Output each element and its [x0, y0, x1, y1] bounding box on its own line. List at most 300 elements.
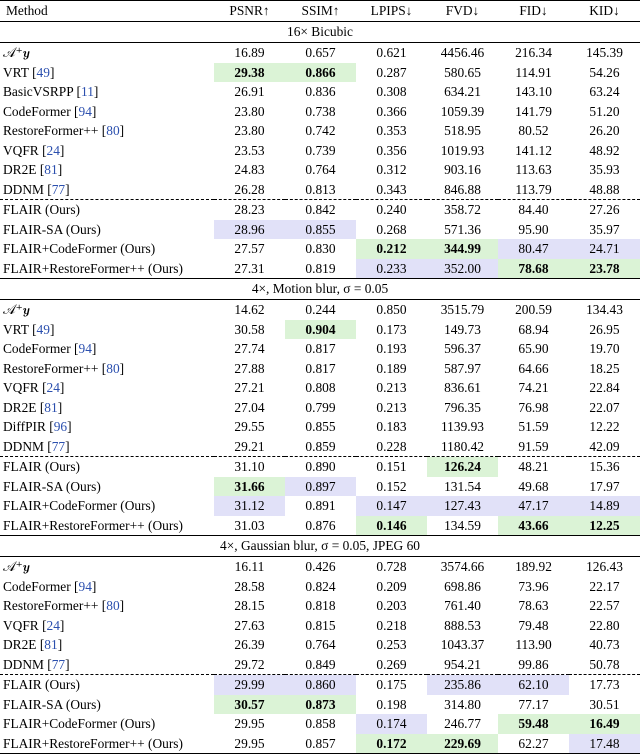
value-cell: 17.48	[569, 734, 640, 754]
value-cell: 24.83	[234, 162, 265, 177]
value-cell: 145.39	[586, 45, 623, 60]
value-cell: 35.93	[589, 162, 620, 177]
table-row	[0, 239, 640, 259]
value-cell: 23.80	[234, 103, 265, 119]
value-cell: 344.99	[427, 239, 498, 259]
value-cell: 29.55	[234, 419, 265, 434]
value-cell: 0.268	[376, 221, 407, 237]
table-row	[0, 437, 640, 457]
citation-link[interactable]: 80	[106, 598, 120, 613]
citation-link[interactable]: 81	[44, 162, 58, 177]
method-cell	[0, 635, 214, 655]
method-name: FLAIR-SA (Ours)	[3, 221, 101, 237]
citation-bracket: ]	[57, 399, 63, 415]
value-cell: 0.189	[376, 360, 407, 376]
value-cell: 12.25	[569, 516, 640, 536]
method-name: VRT [	[3, 64, 37, 80]
method-cell	[0, 557, 214, 577]
header-row	[0, 1, 640, 22]
citation-link[interactable]: 94	[78, 341, 92, 356]
value-cell: 189.92	[515, 559, 552, 574]
value-cell: 12.22	[589, 419, 620, 434]
table-row	[0, 675, 640, 695]
value-cell: 0.209	[376, 578, 407, 594]
value-cell: 0.855	[305, 419, 336, 434]
method-name: FLAIR-SA (Ours)	[3, 478, 101, 494]
citation-link[interactable]: 24	[46, 380, 60, 395]
value-cell: 134.59	[444, 517, 481, 533]
value-cell: 84.40	[498, 200, 569, 220]
method-cell	[0, 695, 214, 715]
value-cell: 47.17	[498, 496, 569, 516]
method-name: DR2E [	[3, 637, 45, 652]
value-cell: 48.92	[589, 142, 620, 158]
value-cell: 22.84	[589, 380, 620, 395]
citation-bracket: ]	[49, 321, 55, 337]
table-row	[0, 63, 640, 83]
value-cell: 30.58	[234, 321, 265, 337]
citation-link[interactable]: 81	[44, 637, 58, 652]
value-cell: 14.89	[569, 496, 640, 516]
value-cell: 43.66	[498, 516, 569, 536]
method-name: 𝒜⁺𝒚	[3, 45, 30, 60]
citation-link[interactable]: 80	[106, 123, 120, 138]
value-cell: 903.16	[444, 162, 481, 177]
value-cell: 73.96	[518, 578, 549, 594]
value-cell: 27.21	[234, 380, 265, 395]
method-name: FLAIR (Ours)	[3, 677, 80, 692]
method-name: FLAIR+CodeFormer (Ours)	[3, 241, 156, 256]
value-cell: 0.764	[305, 162, 336, 177]
citation-bracket: ]	[57, 162, 63, 177]
citation-bracket: ]	[91, 103, 97, 119]
value-cell: 0.857	[285, 734, 356, 754]
table-row	[0, 496, 640, 516]
value-cell: 0.172	[356, 734, 427, 754]
method-cell	[0, 239, 214, 259]
header-lpips: LPIPS↓	[356, 1, 427, 22]
method-name: FLAIR+RestoreFormer++ (Ours)	[3, 735, 183, 751]
value-cell: 62.27	[498, 734, 569, 754]
method-name: RestoreFormer++ [	[3, 598, 107, 613]
value-cell: 51.59	[518, 419, 549, 434]
value-cell: 99.86	[518, 656, 549, 672]
value-cell: 80.52	[518, 123, 549, 138]
value-cell: 48.88	[589, 181, 620, 197]
value-cell: 0.858	[305, 716, 336, 731]
value-cell: 0.312	[376, 162, 407, 177]
value-cell: 26.95	[589, 321, 620, 337]
value-cell: 16.49	[569, 714, 640, 734]
citation-link[interactable]: 96	[53, 419, 68, 434]
value-cell: 0.836	[305, 84, 336, 99]
table-row	[0, 477, 640, 497]
value-cell: 0.764	[305, 637, 336, 652]
value-cell: 0.175	[356, 675, 427, 695]
value-cell: 0.728	[376, 559, 407, 574]
value-cell: 0.817	[305, 360, 336, 376]
value-cell: 0.855	[285, 220, 356, 240]
method-cell	[0, 259, 214, 279]
value-cell: 141.12	[515, 142, 552, 158]
value-cell: 0.174	[356, 714, 427, 734]
value-cell: 0.621	[376, 45, 407, 60]
value-cell: 0.849	[305, 656, 336, 672]
value-cell: 35.97	[589, 221, 620, 237]
value-cell: 16.11	[234, 559, 265, 574]
value-cell: 0.213	[376, 399, 407, 415]
value-cell: 15.36	[569, 457, 640, 477]
method-name: DR2E [	[3, 399, 45, 415]
table-row	[0, 378, 640, 398]
value-cell: 26.28	[234, 181, 265, 197]
value-cell: 1043.37	[440, 637, 485, 652]
method-cell	[0, 220, 214, 240]
value-cell: 0.308	[376, 84, 407, 99]
value-cell: 134.43	[586, 302, 623, 317]
method-cell	[0, 102, 214, 122]
section-title: 16× Bicubic	[0, 22, 640, 43]
method-cell	[0, 43, 214, 63]
table-row	[0, 320, 640, 340]
header-fid: FID↓	[498, 1, 569, 22]
method-name: VRT [	[3, 321, 37, 337]
header-fvd: FVD↓	[427, 1, 498, 22]
method-cell	[0, 82, 214, 102]
value-cell: 0.343	[376, 181, 407, 197]
value-cell: 30.57	[214, 695, 285, 715]
value-cell: 0.860	[285, 675, 356, 695]
value-cell: 0.739	[305, 142, 336, 158]
value-cell: 836.61	[444, 380, 481, 395]
value-cell: 3515.79	[440, 302, 485, 317]
value-cell: 0.287	[376, 64, 407, 80]
value-cell: 78.68	[498, 259, 569, 279]
citation-link[interactable]: 24	[46, 617, 60, 633]
value-cell: 14.62	[234, 302, 265, 317]
value-cell: 113.63	[515, 162, 552, 177]
table-row	[0, 300, 640, 320]
value-cell: 0.213	[376, 380, 407, 395]
value-cell: 17.97	[589, 478, 620, 494]
table-row	[0, 160, 640, 180]
value-cell: 126.24	[427, 457, 498, 477]
value-cell: 31.03	[234, 517, 265, 533]
citation-link[interactable]: 94	[78, 578, 92, 594]
citation-bracket: ]	[119, 598, 125, 613]
section-title: 4×, Motion blur, σ = 0.05	[0, 279, 640, 300]
table-row	[0, 359, 640, 379]
value-cell: 0.742	[305, 123, 336, 138]
table-row	[0, 734, 640, 754]
value-cell: 28.58	[234, 578, 265, 594]
method-cell	[0, 714, 214, 734]
value-cell: 22.17	[589, 578, 620, 594]
value-cell: 18.25	[589, 360, 620, 376]
value-cell: 3574.66	[440, 559, 485, 574]
value-cell: 1139.93	[440, 419, 485, 434]
value-cell: 0.891	[305, 498, 336, 513]
table-row	[0, 141, 640, 161]
value-cell: 4456.46	[440, 45, 485, 60]
value-cell: 28.96	[214, 220, 285, 240]
value-cell: 141.79	[515, 103, 552, 119]
value-cell: 229.69	[427, 734, 498, 754]
citation-link[interactable]: 11	[81, 84, 94, 99]
method-name: FLAIR (Ours)	[3, 202, 80, 217]
citation-link[interactable]: 49	[36, 321, 50, 337]
citation-bracket: ]	[67, 419, 72, 434]
value-cell: 846.88	[444, 181, 481, 197]
value-cell: 27.57	[234, 241, 265, 256]
value-cell: 143.10	[515, 84, 552, 99]
citation-bracket: ]	[65, 181, 70, 197]
value-cell: 0.873	[285, 695, 356, 715]
method-cell	[0, 577, 214, 597]
method-name: RestoreFormer++ [	[3, 360, 107, 376]
value-cell: 0.850	[376, 302, 407, 317]
value-cell: 131.54	[444, 478, 481, 494]
value-cell: 0.198	[376, 696, 407, 712]
method-name: FLAIR+CodeFormer (Ours)	[3, 498, 156, 513]
table-row	[0, 220, 640, 240]
value-cell: 0.866	[285, 63, 356, 83]
method-cell	[0, 141, 214, 161]
header-ssim: SSIM↑	[285, 1, 356, 22]
value-cell: 27.63	[234, 617, 265, 633]
value-cell: 79.48	[518, 617, 549, 633]
citation-bracket: ]	[119, 123, 125, 138]
value-cell: 29.95	[234, 716, 265, 731]
value-cell: 29.21	[234, 438, 265, 454]
citation-link[interactable]: 24	[46, 142, 60, 158]
value-cell: 29.95	[214, 734, 285, 754]
value-cell: 24.71	[569, 239, 640, 259]
value-cell: 19.70	[589, 341, 620, 356]
citation-link[interactable]: 49	[36, 64, 50, 80]
value-cell: 352.00	[427, 259, 498, 279]
method-cell	[0, 63, 214, 83]
value-cell: 31.66	[214, 477, 285, 497]
method-name: DDNM [	[3, 181, 52, 197]
method-cell	[0, 417, 214, 437]
value-cell: 27.04	[234, 399, 265, 415]
value-cell: 0.173	[376, 321, 407, 337]
citation-link[interactable]: 94	[78, 103, 92, 119]
method-name: DDNM [	[3, 438, 52, 454]
value-cell: 1059.39	[440, 103, 485, 119]
value-cell: 59.48	[498, 714, 569, 734]
value-cell: 22.57	[589, 598, 620, 613]
value-cell: 0.147	[356, 496, 427, 516]
method-name: FLAIR+RestoreFormer++ (Ours)	[3, 260, 183, 276]
table-row	[0, 102, 640, 122]
value-cell: 63.24	[589, 84, 620, 99]
method-cell	[0, 300, 214, 320]
value-cell: 95.90	[518, 221, 549, 237]
method-cell	[0, 200, 214, 220]
citation-bracket: ]	[59, 142, 65, 158]
value-cell: 518.95	[444, 123, 481, 138]
method-name: CodeFormer [	[3, 341, 79, 356]
table-row	[0, 43, 640, 63]
value-cell: 200.59	[515, 302, 552, 317]
value-cell: 1180.42	[440, 438, 485, 454]
value-cell: 113.90	[515, 637, 552, 652]
citation-link[interactable]: 77	[51, 181, 66, 197]
value-cell: 26.39	[234, 637, 265, 652]
table-row	[0, 82, 640, 102]
method-name: FLAIR-SA (Ours)	[3, 696, 101, 712]
value-cell: 0.813	[305, 181, 336, 197]
method-name: FLAIR (Ours)	[3, 459, 80, 474]
value-cell: 114.91	[515, 64, 552, 80]
value-cell: 27.74	[234, 341, 265, 356]
value-cell: 40.73	[589, 637, 620, 652]
value-cell: 0.183	[376, 419, 407, 434]
value-cell: 0.657	[305, 45, 336, 60]
citation-link[interactable]: 81	[44, 399, 58, 415]
citation-link[interactable]: 77	[51, 438, 66, 454]
value-cell: 0.146	[356, 516, 427, 536]
citation-bracket: ]	[59, 617, 65, 633]
citation-link[interactable]: 77	[51, 656, 66, 672]
table-row	[0, 714, 640, 734]
method-cell	[0, 477, 214, 497]
method-name: DR2E [	[3, 162, 45, 177]
method-name: VQFR [	[3, 142, 47, 158]
table-row	[0, 121, 640, 141]
citation-bracket: ]	[119, 360, 125, 376]
value-cell: 22.80	[589, 617, 620, 633]
method-cell	[0, 180, 214, 200]
table-row	[0, 655, 640, 675]
method-name: VQFR [	[3, 380, 47, 395]
method-cell	[0, 496, 214, 516]
table-row	[0, 200, 640, 220]
value-cell: 954.21	[444, 656, 481, 672]
value-cell: 358.72	[427, 200, 498, 220]
section-header-row	[0, 279, 640, 300]
header-kid: KID↓	[569, 1, 640, 22]
method-name: FLAIR+CodeFormer (Ours)	[3, 716, 156, 731]
method-name: FLAIR+RestoreFormer++ (Ours)	[3, 517, 183, 533]
value-cell: 27.31	[234, 260, 265, 276]
method-name: RestoreFormer++ [	[3, 123, 107, 138]
table-row	[0, 616, 640, 636]
value-cell: 571.36	[444, 221, 481, 237]
value-cell: 77.17	[518, 696, 549, 712]
value-cell: 0.842	[285, 200, 356, 220]
value-cell: 78.63	[518, 598, 549, 613]
value-cell: 149.73	[444, 321, 481, 337]
method-cell	[0, 437, 214, 457]
method-name: 𝒜⁺𝒚	[3, 302, 30, 317]
value-cell: 65.90	[518, 341, 549, 356]
header-psnr: PSNR↑	[214, 1, 285, 22]
citation-bracket: ]	[57, 637, 63, 652]
citation-bracket: ]	[59, 380, 65, 395]
value-cell: 235.86	[427, 675, 498, 695]
value-cell: 31.10	[214, 457, 285, 477]
value-cell: 76.98	[518, 399, 549, 415]
value-cell: 17.73	[569, 675, 640, 695]
value-cell: 29.38	[214, 63, 285, 83]
value-cell: 48.21	[498, 457, 569, 477]
method-cell	[0, 596, 214, 616]
citation-bracket: ]	[91, 578, 97, 594]
value-cell: 0.890	[285, 457, 356, 477]
table-row	[0, 180, 640, 200]
value-cell: 16.89	[234, 45, 265, 60]
value-cell: 126.43	[586, 559, 623, 574]
table-row	[0, 516, 640, 536]
citation-bracket: ]	[65, 438, 70, 454]
citation-bracket: ]	[93, 84, 99, 99]
value-cell: 30.51	[589, 696, 620, 712]
citation-link[interactable]: 80	[106, 360, 120, 376]
value-cell: 580.65	[444, 64, 481, 80]
table-row	[0, 457, 640, 477]
value-cell: 42.09	[589, 438, 620, 454]
method-cell	[0, 339, 214, 359]
citation-bracket: ]	[91, 341, 97, 356]
value-cell: 0.253	[376, 637, 407, 652]
value-cell: 0.897	[285, 477, 356, 497]
value-cell: 0.244	[305, 302, 336, 317]
value-cell: 54.26	[589, 64, 620, 80]
value-cell: 0.269	[376, 656, 407, 672]
method-cell	[0, 359, 214, 379]
value-cell: 62.10	[498, 675, 569, 695]
value-cell: 64.66	[518, 360, 549, 376]
value-cell: 27.26	[569, 200, 640, 220]
value-cell: 127.43	[427, 496, 498, 516]
value-cell: 0.830	[305, 241, 336, 256]
table-row	[0, 339, 640, 359]
value-cell: 0.815	[305, 617, 336, 633]
value-cell: 0.228	[376, 438, 407, 454]
method-name: 𝒜⁺𝒚	[3, 559, 30, 574]
value-cell: 0.876	[305, 517, 336, 533]
method-name: CodeFormer [	[3, 103, 79, 119]
method-name: DiffPIR [	[3, 419, 54, 434]
value-cell: 216.34	[515, 45, 552, 60]
value-cell: 587.97	[444, 360, 481, 376]
method-cell	[0, 398, 214, 418]
value-cell: 0.738	[305, 103, 336, 119]
section-title: 4×, Gaussian blur, σ = 0.05, JPEG 60	[0, 536, 640, 557]
value-cell: 91.59	[518, 438, 549, 454]
table-row	[0, 596, 640, 616]
value-cell: 80.47	[498, 239, 569, 259]
header-method: Method	[0, 1, 214, 22]
citation-bracket: ]	[49, 64, 55, 80]
table-row	[0, 577, 640, 597]
value-cell: 0.353	[376, 123, 407, 138]
value-cell: 22.07	[589, 399, 620, 415]
value-cell: 698.86	[444, 578, 481, 594]
value-cell: 246.77	[444, 716, 481, 731]
method-cell	[0, 457, 214, 477]
value-cell: 23.53	[234, 142, 265, 158]
table-row	[0, 417, 640, 437]
value-cell: 51.20	[589, 103, 620, 119]
value-cell: 0.824	[305, 578, 336, 594]
value-cell: 0.817	[305, 341, 336, 356]
method-name: VQFR [	[3, 617, 47, 633]
value-cell: 0.366	[376, 103, 407, 119]
